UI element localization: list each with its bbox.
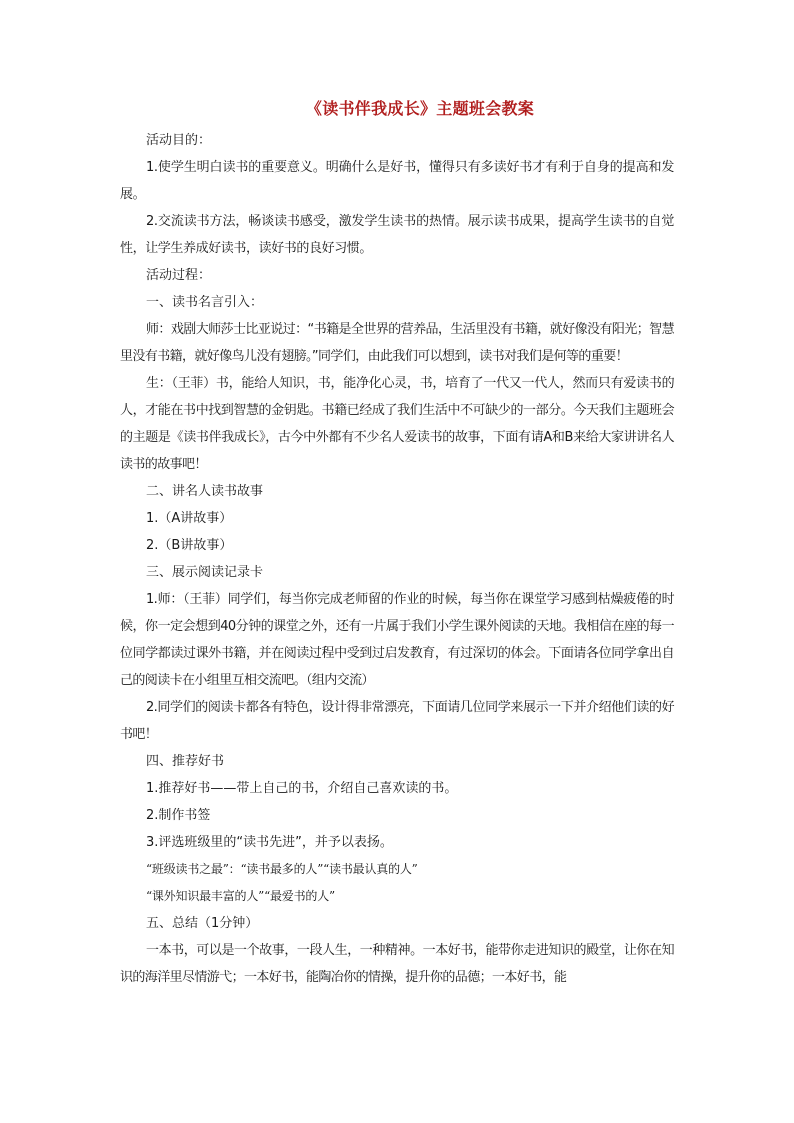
purpose-item-1: 1.使学生明白读书的重要意义。明确什么是好书，懂得只有多读好书才有利于自身的提高和发展。 — [120, 160, 674, 202]
story-item-b: 2.（B讲故事） — [146, 538, 233, 553]
section-heading-2: 二、讲名人读书故事 — [146, 484, 264, 499]
section-heading-1: 一、读书名言引入： — [146, 295, 264, 310]
summary-paragraph: 一本书，可以是一个故事，一段人生，一种精神。一本好书，能带你走进知识的殿堂，让你在知识的海洋里尽情游弋；一本好书，能陶冶你的情操，提升你的品德；一本好书，能 — [120, 943, 674, 985]
document-title: 《读书伴我成长》主题班会教案 — [305, 99, 535, 118]
award-line-1: “班级读书之最”：“读书最多的人”“读书最认真的人” — [146, 862, 418, 876]
recommend-item-2: 2.制作书签 — [146, 808, 211, 823]
recommend-item-1: 1.推荐好书——带上自己的书，介绍自己喜欢读的书。 — [146, 781, 458, 796]
recommend-item-3: 3.评选班级里的“读书先进”，并予以表扬。 — [146, 835, 393, 850]
student-intro-paragraph: 生：（王菲）书，能给人知识，书，能净化心灵，书，培育了一代又一代人，然而只有爱读书的人，才能在书中找到智慧的金钥匙。书籍已经成了我们生活中不可缺少的一部分。今天我们主题班会的主题是《读书伴我成长》，古今中外都有不少名人爱读书的故事，下面有请A和B来给大家讲讲名人读书的故事吧！ — [120, 376, 674, 472]
section-heading-5: 五、总结（1分钟） — [146, 916, 259, 931]
section-label-purpose: 活动目的： — [146, 133, 212, 148]
award-line-2: “课外知识最丰富的人”“最爱书的人” — [146, 889, 335, 903]
reading-card-item-1: 1.师：（王菲）同学们，每当你完成老师留的作业的时候，每当你在课堂学习感到枯燥疲倦的时候，你一定会想到40分钟的课堂之外，还有一片属于我们小学生课外阅读的天地。我相信在座的每一位同学都读过课外书籍，并在阅读过程中受到过启发教育，有过深切的体会。下面请各位同学拿出自己的阅读卡在小组里互相交流吧。（组内交流） — [120, 592, 674, 688]
reading-card-item-2: 2.同学们的阅读卡都各有特色，设计得非常漂亮，下面请几位同学来展示一下并介绍他们读的好书吧！ — [120, 700, 674, 742]
section-heading-4: 四、推荐好书 — [146, 754, 225, 769]
story-item-a: 1.（A讲故事） — [146, 511, 233, 526]
document-page — [120, 92, 674, 991]
teacher-quote-paragraph: 师：戏剧大师莎士比亚说过：“书籍是全世界的营养品，生活里没有书籍，就好像没有阳光；智慧里没有书籍，就好像鸟儿没有翅膀。”同学们，由此我们可以想到，读书对我们是何等的重要！ — [120, 322, 674, 364]
section-heading-3: 三、展示阅读记录卡 — [146, 565, 264, 580]
section-label-process: 活动过程： — [146, 268, 212, 283]
purpose-item-2: 2.交流读书方法，畅谈读书感受，激发学生读书的热情。展示读书成果，提高学生读书的自觉性，让学生养成好读书，读好书的良好习惯。 — [120, 214, 674, 256]
